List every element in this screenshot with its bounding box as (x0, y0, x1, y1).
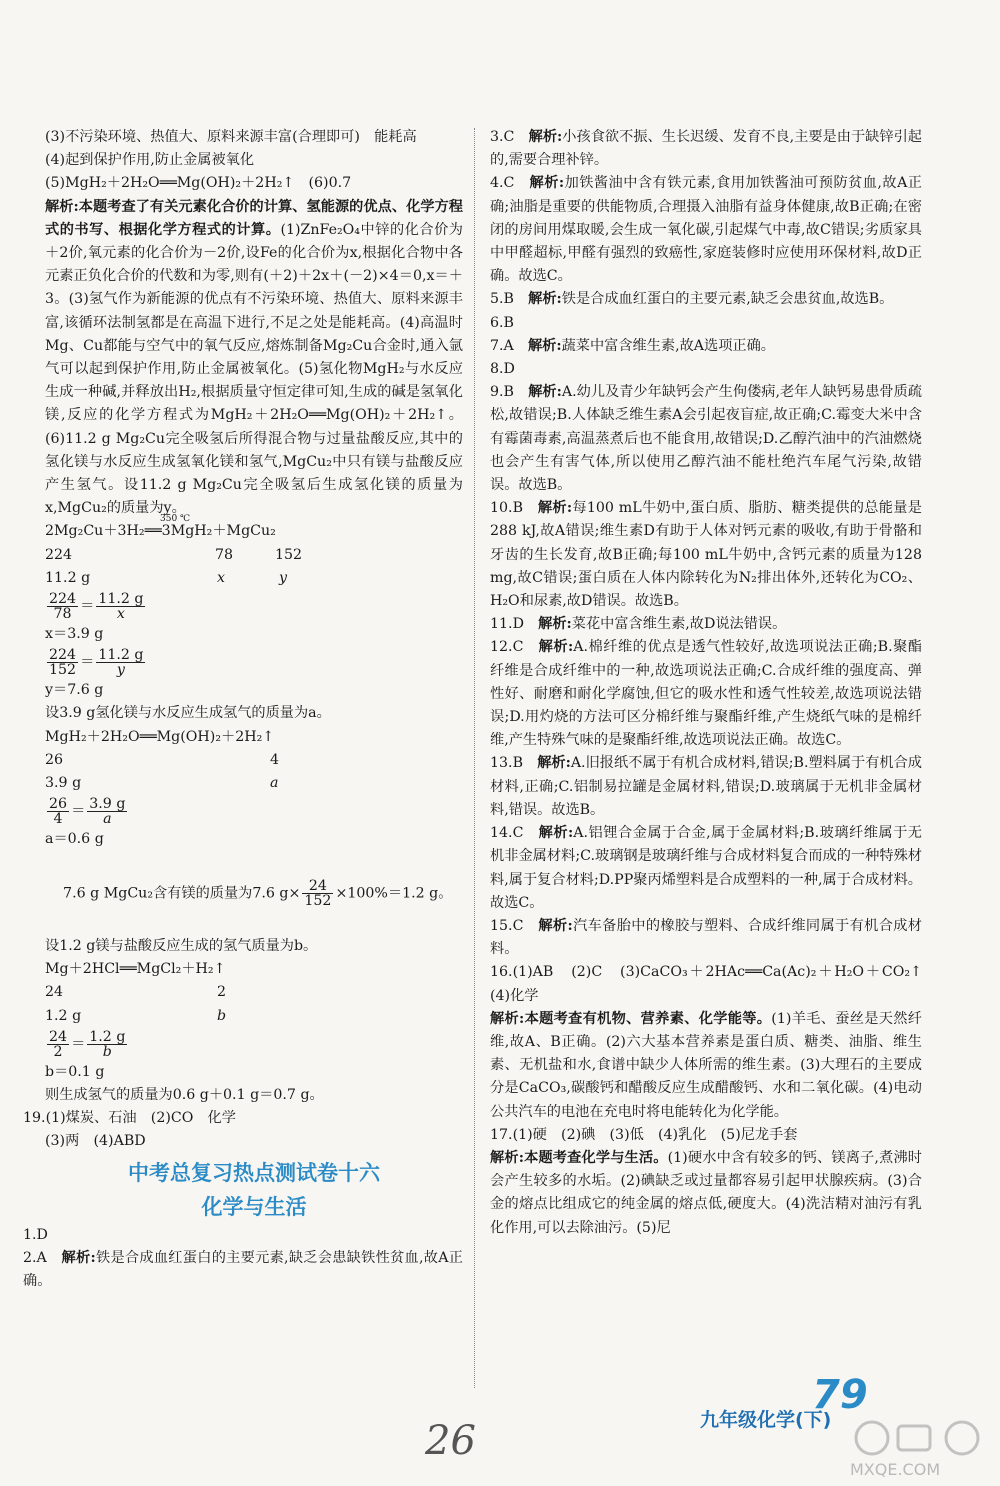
mg-mass-start: 7.6 g MgCu₂含有镁的质量为7.6 g× (63, 885, 301, 902)
right-column (490, 126, 937, 1240)
answer-item-body: 铁是合成血红蛋白的主要元素,缺乏会患贫血,故选B。 (561, 291, 894, 308)
s3-den: 152 (304, 892, 332, 909)
answer-item-label: 解析: (538, 616, 572, 633)
answer-item-head: 12.C (490, 639, 539, 656)
f3-num2: 3.9 g (89, 796, 126, 813)
answer-item (490, 752, 922, 822)
eq1-mass-1: 224 (45, 546, 73, 563)
result-x: x＝3.9 g (45, 626, 104, 643)
eq2-mass-1: 26 (45, 751, 64, 768)
f3-num: 26 (49, 796, 68, 813)
answer-item-body: 蔬菜中富含维生素,故A选项正确。 (561, 337, 775, 354)
answer-item (490, 1008, 922, 1124)
answer-19-b: (3)两 (4)ABD (45, 1133, 146, 1150)
eq2-val-2: a (270, 775, 279, 792)
answer-item-label: 解析:本题考查有机物、营养素、化学能等。 (490, 1010, 772, 1027)
answer-item-body: 加铁酱油中含有铁元素,食用加铁酱油可预防贫血,故A正确;油脂是重要的供能物质,合理摄入油脂有益身体健康,故B正确;在密闭的房间用煤取暖,会生成一氧化碳,引起煤气中毒,故C错误;劣质家具中甲醛超标,甲醛有强烈的致癌性,家庭装修时应使用环保材料,故D正确。故选C。 (490, 175, 922, 285)
answer-item (490, 1147, 922, 1240)
eq1-val-1: 11.2 g (45, 569, 91, 586)
answer-item (490, 126, 922, 172)
answer-item-head: 5.B (490, 291, 529, 308)
eq1-val-3: y (279, 569, 288, 586)
answer-2-label: 解析: (61, 1249, 96, 1266)
answer-item-body: A.幼儿及青少年缺钙会产生佝偻病,老年人缺钙易患骨质疏松,故错误;B.人体缺乏维生素A会引起夜盲症,故正确;C.霉变大米中含有霉菌毒素,高温蒸煮后也不能食用,故错误;D.乙醇汽油中的汽油燃烧也会产生有害气体,所以使用乙醇汽油不能杜绝汽车尾气污染,故错误。故选B。 (490, 384, 922, 494)
eq3-masses (45, 981, 463, 1004)
footer-label: 九年级化学(下) (700, 1409, 832, 1431)
eq3-val-1: 1.2 g (45, 1007, 82, 1024)
eq2-values (45, 772, 463, 795)
eq3-values (45, 1005, 463, 1028)
answer-item-head: 6.B (490, 314, 514, 331)
answer-19-a: 19.(1)煤炭、石油 (2)CO 化学 (23, 1110, 236, 1127)
answer-item (490, 1124, 922, 1147)
watermark-text: MXQE.COM (850, 1460, 941, 1479)
answer-item (490, 381, 922, 497)
answer-item-body: (1)羊毛、蚕丝是天然纤维,故A、B正确。(2)六大基本营养素是蛋白质、糖类、油脂、维生素、无机盐和水,食谱中缺少人体所需的维生素。(3)大理石的主要成分是CaCO₃,碳酸钙和醋酸反应生成醋酸钙、水和二氧化碳。(4)电动公共汽车的电池在充电时将电能转化为化学能。 (490, 1010, 922, 1120)
f1-den2: x (116, 606, 125, 623)
analysis-body: (1)ZnFe₂O₄中锌的化合价为＋2价,氧元素的化合价为－2价,设Fe的化合价为x,根据化合物中各元素正负化合价的代数和为零,则有(＋2)＋2x＋(－2)×4＝0,x＝＋3。(3)氢气作为新能源的优点有不污染环境、热值大、原料来源丰富,该循环法制氢都是在高温下进行,不足之处是能耗高。(4)高温时Mg、Cu都能与空气中的氧气反应,熔炼制备Mg₂Cu合金时,通入氩气可以起到保护作用,防止金属被氧化。(5)氢化物MgH₂与水反应生成一种碱,并释放出H₂,根据质量守恒定律可知,生成的碱是氢氧化镁,反应的化学方程式为MgH₂＋2H₂O══Mg(OH)₂＋2H₂↑。(6)11.2 g Mg₂Cu完全吸氢后所得混合物与过量盐酸反应,其中的氢化镁与水反应生成氢氧化镁和氢气,MgCu₂中只有镁与盐酸反应产生氢气。设11.2 g Mg₂Cu完全吸氢后生成氢化镁的质量为x,MgCu₂的质量为y。 (45, 221, 463, 517)
answer-item (490, 613, 922, 636)
answer-item-label: 解析: (537, 755, 571, 772)
eq1-values (45, 567, 463, 590)
answer-item (490, 822, 922, 915)
eq1-text: 2Mg₂Cu＋3H₂══3MgH₂＋MgCu₂ (45, 523, 276, 540)
answer-3-4: (3)不污染环境、热值大、原料来源丰富(合理即可) 能耗高 (45, 129, 417, 145)
analysis-paragraph (45, 196, 463, 521)
answer-2 (23, 1247, 463, 1293)
equation-3: Mg＋2HCl══MgCl₂＋H₂↑ (45, 961, 226, 978)
answer-item-label: 解析: (528, 384, 562, 401)
answer-item-head: 10.B (490, 500, 538, 517)
answer-item-label: 解析: (529, 175, 565, 192)
answer-item (490, 335, 922, 358)
equation-1 (45, 514, 463, 543)
f4-num2: 1.2 g (89, 1028, 126, 1045)
eq2-mass-2: 4 (270, 751, 280, 768)
f4-num: 24 (49, 1028, 68, 1045)
eq3-val-2: b (217, 1007, 227, 1024)
eq3-mass-1: 24 (45, 984, 64, 1001)
f3-den: 4 (53, 811, 63, 828)
right-answer-list (490, 126, 937, 1240)
eq3-mass-2: 2 (217, 984, 227, 1001)
answer-item-head: 15.C (490, 917, 539, 934)
answer-item (490, 636, 922, 752)
answer-item-head: 11.D (490, 616, 539, 633)
f2-num: 224 (49, 647, 77, 664)
f2-den2: y (116, 662, 125, 679)
f1-num2: 11.2 g (98, 591, 144, 608)
watermark-icon (850, 1418, 995, 1460)
answer-item-label: 解析:本题考查化学与生活。 (490, 1149, 668, 1166)
answer-item-label: 解析: (527, 337, 562, 354)
eq2-val-1: 3.9 g (45, 775, 82, 792)
answer-item-head: 3.C (490, 129, 529, 145)
eq1-masses (45, 544, 463, 567)
answer-item-body: 汽车备胎中的橡胶与塑料、合成纤维同属于有机合成材料。 (490, 917, 922, 958)
answer-item-label: 解析: (538, 639, 574, 656)
mg-mass-end: ×100%＝1.2 g。 (335, 885, 453, 902)
analysis-heading: 解析:本题考查了有关元素化合价的计算、氢能源的优点、化学方程式的书写、根据化学方程式的计算。 (45, 198, 463, 238)
answer-item-body: 菜花中富含维生素,故D说法错误。 (571, 616, 787, 633)
answer-item (490, 288, 922, 311)
answer-item-head: 4.C (490, 175, 530, 192)
answer-item (490, 172, 922, 288)
result-y: y＝7.6 g (45, 682, 104, 699)
equation-2: MgH₂＋2H₂O══Mg(OH)₂＋2H₂↑ (45, 728, 275, 745)
answer-item-body: (1)硬水中含有较多的钙、镁离子,煮沸时会产生较多的水垢。(2)碘缺乏或过量都容易引起甲状腺疾病。(3)合金的熔点比组成它的纯金属的熔点低,硬度大。(4)洗洁精对油污有乳化作用,可以去除油污。(5)尼 (490, 1149, 922, 1236)
answer-item-label: 解析: (538, 825, 574, 842)
eq1-condition: 350 ℃ (160, 514, 191, 525)
answer-item-body: A.棉纤维的优点是透气性较好,故选项说法正确;B.聚酯纤维是合成纤维中的一种,故选项说法正确;C.合成纤维的强度高、弹性好、耐磨和耐化学腐蚀,但它的吸水性和透气性较差,故选项说法错误;D.用灼烧的方法可区分棉纤维与聚酯纤维,产生烧纸气味的是棉纤维,产生特殊气味的是聚酯纤维,故选项说法正确。故选C。 (490, 639, 922, 749)
f3-den2: a (103, 811, 112, 828)
fraction-eq-1: $\frac{224}{78}$ ＝ $\frac{11.2 g}{x}$ (49, 591, 144, 623)
column-divider (474, 128, 476, 1388)
result-a: a＝0.6 g (45, 831, 104, 848)
answer-item-head: 13.B (490, 755, 538, 772)
answer-item (490, 915, 922, 961)
handwritten-mark: 26 (425, 1418, 476, 1464)
answer-item-head: 16.(1)AB (2)C (3)CaCO₃＋2HAc══Ca(Ac)₂＋H₂O＋CO₂↑ (4)化学 (490, 964, 937, 1004)
eq1-mass-2: 78 (215, 546, 234, 563)
answer-item-label: 解析: (528, 129, 563, 145)
eq2-masses (45, 749, 463, 772)
answer-item-body: 每100 mL牛奶中,蛋白质、脂肪、糖类提供的总能量是288 kJ,故A错误;维生素D有助于人体对钙元素的吸收,有助于骨骼和牙齿的生长发育,故B正确;每100 mL牛奶中,含钙元素的质量为128 mg,故C错误;蛋白质在人体内除转化为N₂排出体外,还转化为CO₂、H₂O和尿素,故D错误。故选B。 (490, 500, 927, 610)
answer-item-head: 7.A (490, 337, 528, 354)
eq1-val-2: x (217, 569, 226, 586)
section-subtitle: 化学与生活 (201, 1194, 307, 1219)
answer-item-body: A.铝锂合金属于合金,属于金属材料;B.玻璃纤维属于无机非金属材料;C.玻璃钢是玻璃纤维与合成材料复合而成的一种特殊材料,属于复合材料;D.PP聚丙烯塑料是合成塑料的一种,属于合成材料。故选C。 (490, 825, 922, 911)
f4-den2: b (102, 1043, 112, 1060)
fraction-eq-3: $\frac{26}{4}$ ＝ $\frac{3.9 g}{a}$ (49, 796, 126, 828)
answer-2-body: 铁是合成血红蛋白的主要元素,缺乏会患缺铁性贫血,故A正确。 (23, 1249, 463, 1289)
left-column (23, 126, 463, 1293)
answer-item (490, 358, 922, 381)
answer-item-body: 小孩食欲不振、生长迟缓、发育不良,主要是由于缺锌引起的,需要合理补锌。 (490, 129, 922, 169)
answer-item (490, 497, 927, 613)
answer-item-head: 9.B (490, 384, 529, 401)
answer-item-head: 14.C (490, 825, 539, 842)
answer-item (490, 312, 922, 335)
mg-mass-line (45, 855, 463, 930)
fraction-eq-2: $\frac{224}{152}$ ＝ $\frac{11.2 g}{y}$ (49, 647, 144, 679)
f4-den: 2 (53, 1043, 63, 1060)
answer-item-label: 解析: (528, 291, 562, 308)
answer-1: 1.D (23, 1226, 48, 1243)
eq1-mass-3: 152 (275, 546, 303, 563)
fraction-eq-4: $\frac{24}{2}$ ＝ $\frac{1.2 g}{b}$ (49, 1028, 126, 1060)
answer-item (490, 961, 937, 1007)
setup-a: 设3.9 g氢化镁与水反应生成氢气的质量为a。 (45, 705, 331, 722)
answer-item-label: 解析: (538, 917, 573, 934)
section-title: 中考总复习热点测试卷十六 (128, 1160, 380, 1185)
f2-num2: 11.2 g (98, 647, 144, 664)
answer-2-head: 2.A (23, 1249, 62, 1266)
page-number: 79 (812, 1372, 868, 1418)
answer-item-head: 17.(1)硬 (2)碘 (3)低 (4)乳化 (5)尼龙手套 (490, 1126, 798, 1143)
total-hydrogen: 则生成氢气的质量为0.6 g＋0.1 g＝0.7 g。 (45, 1086, 324, 1103)
answer-item-label: 解析: (537, 500, 573, 517)
watermark-logo (850, 1418, 995, 1482)
f1-num: 224 (49, 591, 77, 608)
s3-num: 24 (302, 879, 333, 894)
f1-den: 78 (53, 606, 72, 623)
answer-item-body: A.旧报纸不属于有机合成材料,错误;B.塑料属于有机合成材料,正确;C.铝制易拉罐是金属材料,错误;D.玻璃属于无机非金属材料,错误。故选B。 (490, 755, 922, 818)
answer-5-6: (5)MgH₂＋2H₂O══Mg(OH)₂＋2H₂↑ (6)0.7 (45, 175, 352, 192)
answer-4: (4)起到保护作用,防止金属被氧化 (45, 152, 255, 169)
f2-den: 152 (49, 662, 77, 679)
result-b: b＝0.1 g (45, 1063, 105, 1080)
answer-item-head: 8.D (490, 361, 515, 378)
setup-b: 设1.2 g镁与盐酸反应生成的氢气质量为b。 (45, 937, 318, 954)
